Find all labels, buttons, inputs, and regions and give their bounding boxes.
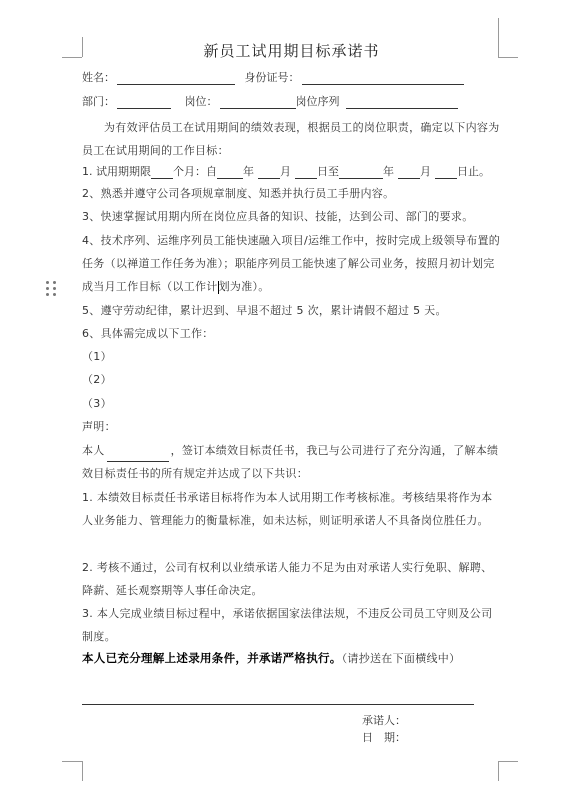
declaration-heading: 声明： xyxy=(82,420,116,433)
name-blank[interactable] xyxy=(117,72,235,85)
signature-copy-line[interactable] xyxy=(82,704,474,705)
date-label: 日 期： xyxy=(362,731,406,744)
months-blank[interactable] xyxy=(151,166,173,179)
intro-paragraph: 为有效评估员工在试用期间的绩效表现，根据员工的岗位职责，确定以下内容为员工在试用期间的工作目标： xyxy=(82,121,500,157)
sub-item-1: （1） xyxy=(82,350,112,363)
seq-label: 岗位序列 xyxy=(295,95,340,108)
name-label: 姓名： xyxy=(82,71,115,84)
post-blank[interactable] xyxy=(220,96,296,109)
item-6: 6、具体需完成以下工作： xyxy=(82,327,214,340)
name-id-row xyxy=(82,71,464,85)
start-month-blank[interactable] xyxy=(258,166,280,179)
item-2: 2、熟悉并遵守公司各项规章制度、知悉并执行员工手册内容。 xyxy=(82,187,395,200)
id-blank[interactable] xyxy=(302,72,464,85)
document-title: 新员工试用期目标承诺书 xyxy=(203,42,380,60)
crop-mark-bottom-left-v xyxy=(82,761,83,781)
item1-text-c: 年 xyxy=(243,165,254,178)
sub-item-2: （2） xyxy=(82,373,112,386)
declaration-text-post: ，签订本绩效目标责任书，我已与公司进行了充分沟通，了解本绩效目标责任书的所有规定并达成了以下共识： xyxy=(82,444,499,480)
post-label: 岗位： xyxy=(184,95,218,108)
end-month-blank[interactable] xyxy=(398,166,420,179)
consensus-1: 1. 本绩效目标责任书承诺目标将作为本人试用期工作考核标准。考核结果将作为本人业务能力、管理能力的衡量标准，如未达标，则证明承诺人不具备岗位胜任力。 xyxy=(82,491,493,527)
declaration-paragraph xyxy=(82,439,502,485)
signatory-label: 承诺人： xyxy=(362,714,406,727)
item1-text-e: 日至 xyxy=(317,165,339,178)
declaration-text-pre: 本人 xyxy=(82,444,105,457)
acknowledgement-bold: 本人已充分理解上述录用条件，并承诺严格执行。 xyxy=(82,651,342,665)
item-3: 3、快速掌握试用期内所在岗位应具备的知识、技能，达到公司、部门的要求。 xyxy=(82,210,474,223)
drag-handle-icon[interactable] xyxy=(46,281,56,297)
acknowledgement-note: （请抄送在下面横线中） xyxy=(341,652,461,665)
item1-text-h: 日止。 xyxy=(457,165,490,178)
item-1 xyxy=(82,165,490,179)
item4-text-post: 划为准）。 xyxy=(218,280,270,293)
dept-blank[interactable] xyxy=(117,96,171,109)
seq-blank[interactable] xyxy=(346,96,458,109)
declarant-name-blank[interactable] xyxy=(107,449,169,462)
start-day-blank[interactable] xyxy=(295,166,317,179)
crop-mark-bottom-right-v xyxy=(498,761,499,781)
item1-text-a: 1. 试用期期限 xyxy=(82,165,151,178)
end-day-blank[interactable] xyxy=(435,166,457,179)
item-5: 5、遵守劳动纪律，累计迟到、早退不超过 5 次，累计请假不超过 5 天。 xyxy=(82,304,447,317)
item1-text-g: 月 xyxy=(420,165,431,178)
item1-text-d: 月 xyxy=(280,165,291,178)
dept-label: 部门： xyxy=(82,95,115,108)
end-year-blank[interactable] xyxy=(339,166,383,179)
dept-post-row xyxy=(82,95,458,109)
crop-mark-bottom-left-h xyxy=(62,761,82,762)
acknowledgement xyxy=(82,647,522,670)
consensus-2: 2. 考核不通过，公司有权利以业绩承诺人能力不足为由对承诺人实行免职、解聘、降薪、延长观察期等人事任命决定。 xyxy=(82,561,493,597)
item-4 xyxy=(82,229,502,298)
item1-text-f: 年 xyxy=(383,165,394,178)
item4-text-pre: 4、技术序列、运维序列员工能快速融入项目/运维工作中，按时完成上级领导布置的任务（以禅道工作任务为准）；职能序列员工能快速了解公司业务，按照月初计划完成当月工作目标（以工作计 xyxy=(82,234,501,293)
consensus-3: 3. 本人完成业绩目标过程中，承诺依据国家法律法规，不违反公司员工守则及公司制度。 xyxy=(82,607,493,643)
crop-mark-bottom-right-h xyxy=(498,761,518,762)
sub-item-3: （3） xyxy=(82,397,112,410)
start-year-blank[interactable] xyxy=(217,166,243,179)
item1-text-b: 个月：自 xyxy=(173,165,217,178)
id-label: 身份证号： xyxy=(244,71,300,84)
